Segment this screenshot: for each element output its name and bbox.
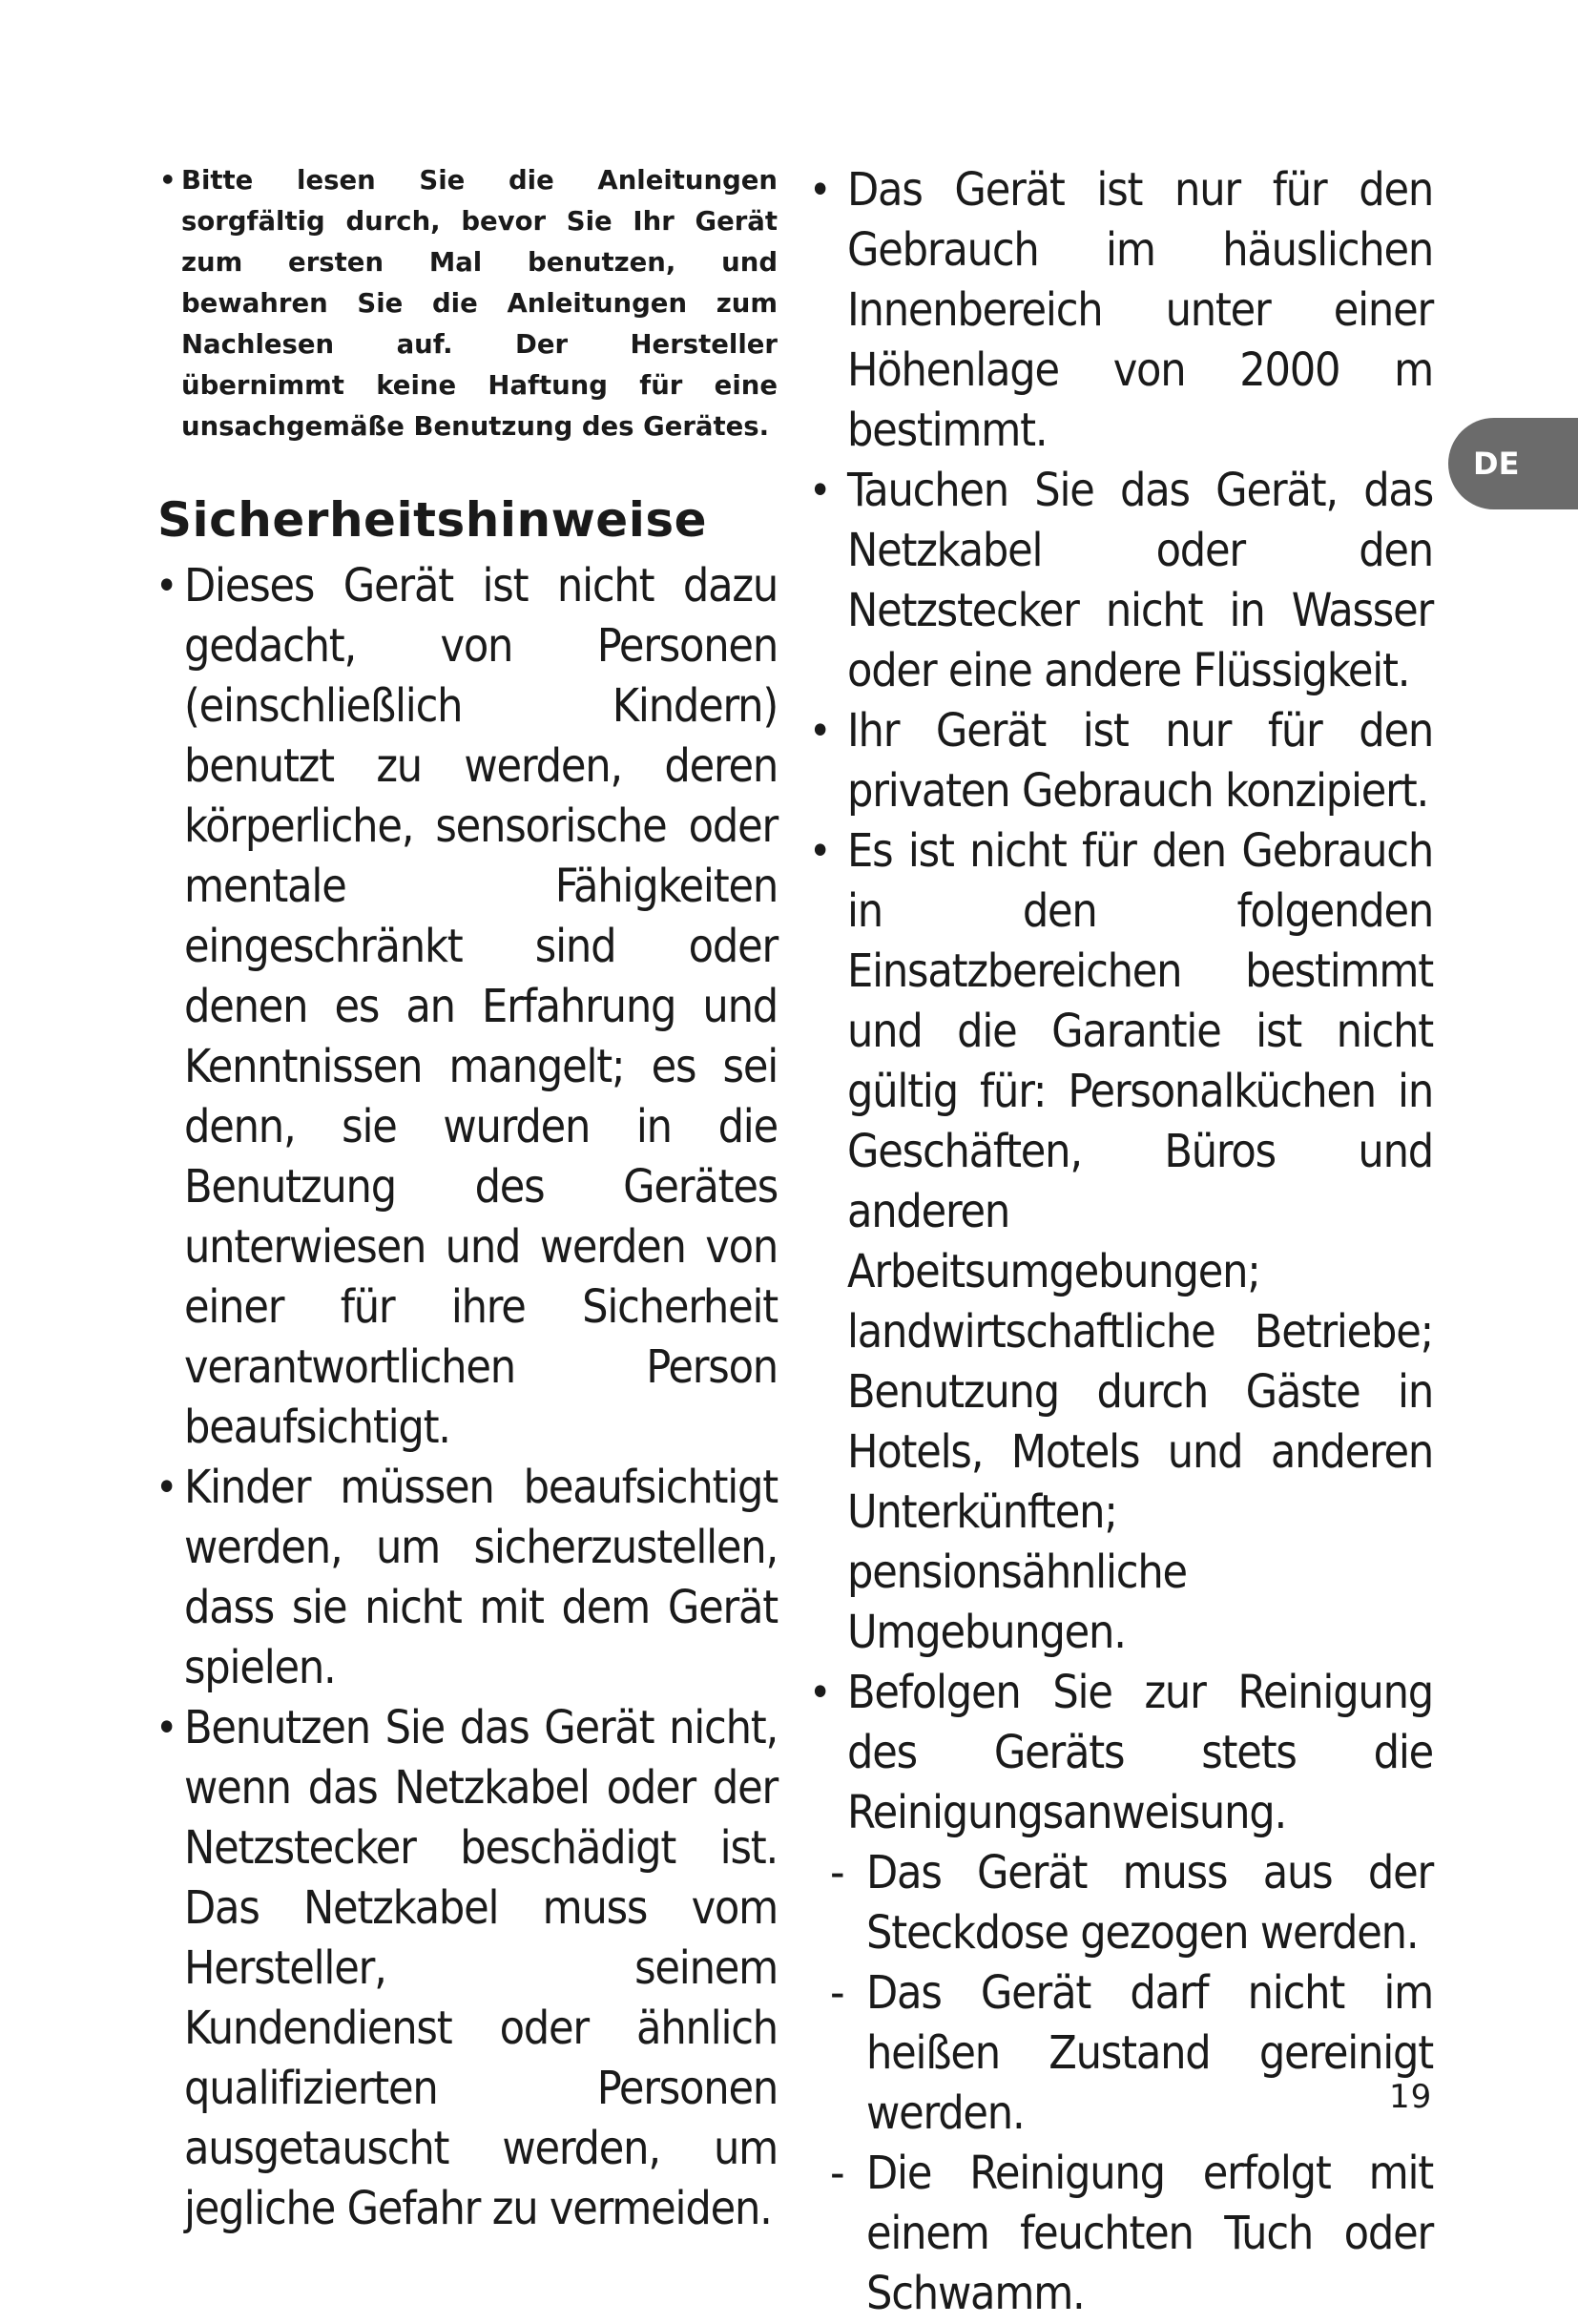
left-safety-list bbox=[157, 556, 778, 2239]
list-item bbox=[811, 701, 1433, 821]
list-item-text: Befolgen Sie zur Reinigung des Geräts stets die Reinigungsanweisung. bbox=[847, 1666, 1433, 1839]
list-item bbox=[157, 1698, 778, 2239]
cleaning-step-text: Das Gerät darf nicht im heißen Zustand gereinigt werden. bbox=[866, 1966, 1433, 2140]
bullet-icon: • bbox=[809, 467, 831, 515]
right-safety-list bbox=[811, 160, 1433, 1843]
dash-icon: - bbox=[830, 1846, 844, 1899]
list-item-text: Ihr Gerät ist nur für den privaten Gebrauch konzipiert. bbox=[847, 704, 1433, 818]
dash-icon: - bbox=[830, 1966, 844, 2020]
intro-text: Bitte lesen Sie die Anleitungen sorgfältig durch, bevor Sie Ihr Gerät zum ersten Mal benutzen, und bewahren Sie die Anleitungen zum Nachlesen auf. Der Hersteller übernimmt keine Haftung für eine unsachgemäße Benutzung des Gerätes. bbox=[181, 165, 778, 442]
list-item-text: Es ist nicht für den Gebrauch in den folgenden Einsatzbereichen bestimmt und die Garantie ist nicht gültig für: Personalküchen in Geschäften, Büros und anderen Arbeitsumgebungen; landwirtschaftliche Betriebe; Benutzung durch Gäste in Hotels, Motels und anderen Unterkünften; pensionsähnliche Umgebungen. bbox=[847, 824, 1433, 1659]
bullet-icon: • bbox=[809, 1669, 831, 1717]
list-item bbox=[811, 1663, 1433, 1843]
list-item-text: Tauchen Sie das Gerät, das Netzkabel oder den Netzstecker nicht in Wasser oder eine andere Flüssigkeit. bbox=[847, 464, 1433, 697]
intro-note bbox=[157, 160, 778, 447]
cleaning-steps-list bbox=[811, 1843, 1433, 2324]
section-heading: Sicherheitshinweise bbox=[157, 492, 708, 548]
cleaning-step-text: Das Gerät muss aus der Steckdose gezogen werden. bbox=[866, 1846, 1433, 1960]
list-item bbox=[811, 821, 1433, 1663]
list-item-text: Kinder müssen beaufsichtigt werden, um sicherzustellen, dass sie nicht mit dem Gerät spielen. bbox=[184, 1461, 778, 1694]
bullet-icon: • bbox=[156, 562, 177, 611]
cleaning-step bbox=[811, 2144, 1433, 2324]
cleaning-step bbox=[811, 1963, 1433, 2144]
list-item bbox=[157, 1458, 778, 1698]
list-item bbox=[811, 461, 1433, 701]
cleaning-step bbox=[811, 1843, 1433, 1963]
cleaning-step-text: Die Reinigung erfolgt mit einem feuchten Tuch oder Schwamm. bbox=[866, 2147, 1433, 2320]
bullet-icon: • bbox=[809, 166, 831, 215]
page-number: 19 bbox=[1389, 2078, 1433, 2116]
language-tab: DE bbox=[1448, 418, 1578, 509]
bullet-icon: • bbox=[809, 827, 831, 876]
list-item-text: Dieses Gerät ist nicht dazu gedacht, von Personen (einschließlich Kindern) benutzt zu werden, deren körperliche, sensorische oder mentale Fähigkeiten eingeschränkt sind oder denen es an Erfahrung und Kenntnissen mangelt; es sei denn, sie wurden in die Benutzung des Gerätes unterwiesen und werden von einer für ihre Sicherheit verantwortlichen Person beaufsichtigt. bbox=[184, 559, 778, 1454]
dash-icon: - bbox=[830, 2147, 844, 2200]
bullet-icon: • bbox=[156, 1463, 177, 1512]
bullet-icon: • bbox=[156, 1704, 177, 1753]
list-item bbox=[811, 160, 1433, 461]
list-item bbox=[157, 556, 778, 1458]
list-item-text: Das Gerät ist nur für den Gebrauch im häuslichen Innenbereich unter einer Höhenlage von 2000 m bestimmt. bbox=[847, 163, 1433, 457]
list-item-text: Benutzen Sie das Gerät nicht, wenn das Netzkabel oder der Netzstecker beschädigt ist. Das Netzkabel muss vom Hersteller, seinem Kundendienst oder ähnlich qualifizierten Personen ausgetauscht werden, um jegliche Gefahr zu vermeiden. bbox=[184, 1701, 778, 2235]
bullet-icon: • bbox=[809, 707, 831, 756]
left-column bbox=[157, 160, 778, 2239]
right-column bbox=[811, 160, 1433, 2324]
intro-bullet: • bbox=[159, 165, 176, 196]
